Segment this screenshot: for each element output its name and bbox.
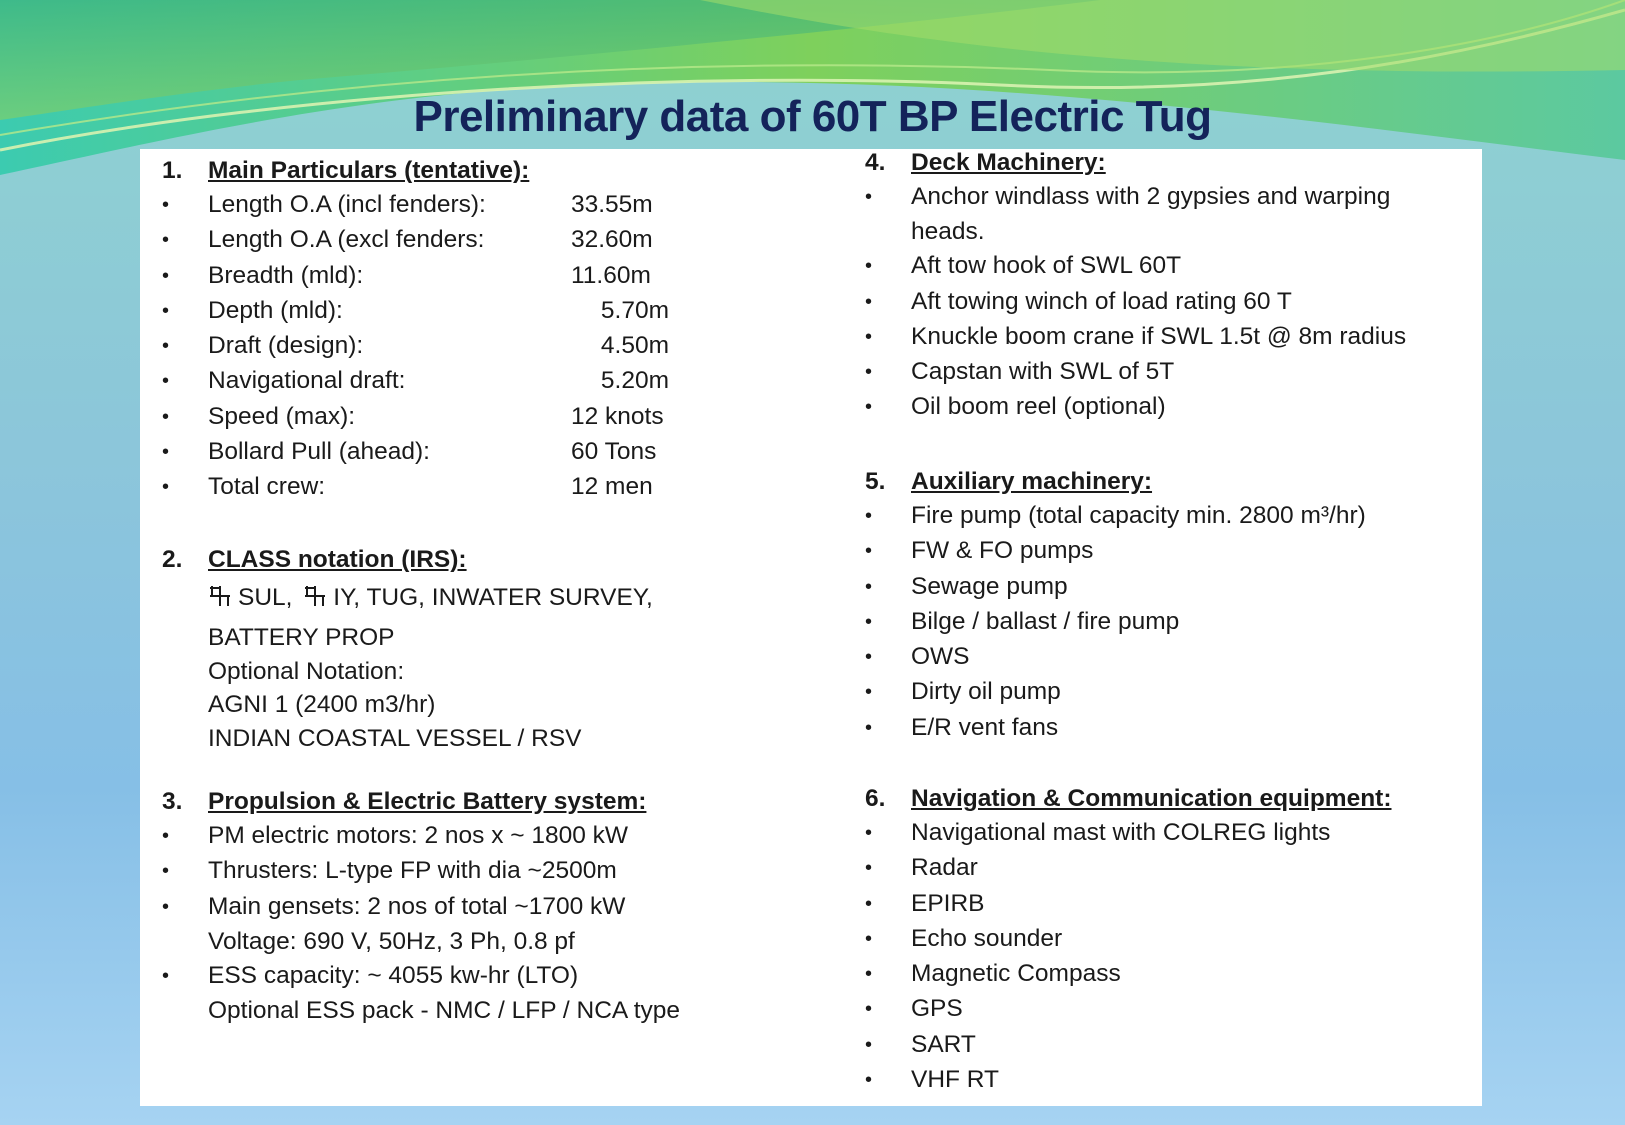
list-item [865, 252, 1465, 287]
list-item-text: Thrusters: L-type FP with dia ~2500m [208, 857, 617, 885]
bullet: • [162, 405, 170, 428]
particular-row [162, 438, 802, 473]
bullet: • [865, 892, 873, 915]
list-item [865, 960, 1465, 995]
list-item [865, 925, 1465, 960]
content-panel [140, 149, 1482, 1106]
list-item-text: Main gensets: 2 nos of total ~1700 kW [208, 892, 626, 920]
particular-label: Speed (max): [208, 402, 356, 430]
bullet: • [162, 229, 170, 252]
list-item-continuation: Voltage: 690 V, 50Hz, 3 Ph, 0.8 pf [208, 927, 575, 955]
class-notation-line: AGNI 1 (2400 m3/hr) [208, 691, 436, 718]
class-notation-line: BATTERY PROP [208, 624, 395, 651]
class-notation-text: IY, TUG, INWATER SURVEY, [333, 584, 653, 611]
list-item-text: SART [911, 1030, 976, 1058]
bullet: • [162, 860, 170, 883]
bullet: • [162, 476, 170, 499]
section-heading [162, 788, 802, 822]
list-item [865, 323, 1465, 358]
list-item-text: Radar [911, 854, 978, 882]
particular-value: 12 knots [571, 402, 664, 430]
section-number: 5. [865, 468, 886, 495]
list-item-text: OWS [911, 643, 970, 671]
list-item [865, 393, 1465, 428]
list-item-text: Bilge / ballast / fire pump [911, 607, 1180, 635]
particular-row [162, 191, 802, 226]
bullet: • [162, 264, 170, 287]
bullet: • [865, 1033, 873, 1056]
particular-label: Breadth (mld): [208, 261, 364, 289]
bullet: • [162, 964, 170, 987]
list-item-text: Anchor windlass with 2 gypsies and warping [911, 183, 1391, 210]
list-item-text: VHF RT [911, 1066, 1000, 1094]
list-item [162, 962, 802, 997]
particular-value: 11.60m [571, 261, 651, 289]
particular-value: 32.60m [571, 226, 653, 254]
list-item-text: GPS [911, 995, 963, 1023]
class-notation-line: INDIAN COASTAL VESSEL / RSV [208, 724, 582, 752]
particular-label: Navigational draft: [208, 367, 406, 395]
particular-label: Bollard Pull (ahead): [208, 438, 430, 466]
list-item-text: Sewage pump [911, 572, 1068, 600]
list-item-text: Knuckle boom crane if SWL 1.5t @ 8m radius [911, 322, 1407, 350]
list-item-continuation: Optional ESS pack - NMC / LFP / NCA type [208, 997, 681, 1025]
bullet: • [865, 716, 873, 739]
list-item-text: ESS capacity: ~ 4055 kw-hr (LTO) [208, 961, 579, 989]
section-auxiliary-machinery [865, 468, 1465, 749]
list-item [865, 573, 1465, 608]
bullet: • [162, 194, 170, 216]
particular-label: Length O.A (incl fenders): [208, 191, 486, 218]
section-title: Propulsion & Electric Battery system: [208, 788, 647, 815]
list-item [162, 893, 802, 928]
bullet: • [865, 255, 873, 278]
bullet: • [865, 540, 873, 563]
list-item [865, 288, 1465, 323]
list-item [865, 608, 1465, 643]
particular-row [162, 226, 802, 261]
section-title: Main Particulars (tentative): [208, 157, 530, 184]
bullet: • [865, 575, 873, 598]
bullet: • [865, 290, 873, 313]
class-notation-line [162, 580, 802, 624]
section-heading [865, 785, 1465, 819]
bullet: • [162, 441, 170, 464]
bullet: • [865, 186, 873, 208]
bullet: • [865, 963, 873, 986]
list-item-continuation: heads. [911, 218, 985, 246]
particular-value: 12 men [571, 473, 653, 501]
particular-value: 60 Tons [571, 438, 657, 466]
bullet: • [865, 325, 873, 348]
bullet: • [865, 646, 873, 669]
bullet: • [865, 681, 873, 704]
section-title: CLASS notation (IRS): [208, 546, 467, 573]
section-deck-machinery [865, 149, 1465, 429]
particular-row [162, 262, 802, 297]
bullet: • [865, 927, 873, 950]
class-notation-line: Optional Notation: [208, 657, 405, 685]
particular-row [162, 297, 802, 332]
section-number: 1. [162, 157, 183, 184]
list-item [865, 1031, 1465, 1066]
particular-value: 5.20m [600, 367, 669, 395]
list-item [865, 854, 1465, 889]
section-number: 2. [162, 546, 183, 573]
section-heading [162, 546, 802, 580]
irs-class-symbol-icon [303, 584, 327, 608]
particular-row [162, 332, 802, 367]
list-item-text: PM electric motors: 2 nos x ~ 1800 kW [208, 822, 629, 849]
particular-value: 4.50m [600, 332, 669, 360]
list-item [865, 183, 1465, 218]
particular-label: Length O.A (excl fenders: [208, 226, 485, 254]
bullet: • [865, 505, 873, 527]
list-item [865, 358, 1465, 393]
list-item [865, 678, 1465, 713]
section-heading [162, 157, 802, 191]
list-item-text: EPIRB [911, 889, 985, 917]
list-item [162, 857, 802, 892]
bullet: • [162, 895, 170, 918]
section-propulsion [162, 788, 802, 1031]
list-item-text: Magnetic Compass [911, 960, 1121, 988]
bullet: • [865, 396, 873, 419]
particular-label: Total crew: [208, 473, 326, 501]
particular-row [162, 473, 802, 508]
section-heading [865, 468, 1465, 502]
list-item-text: Echo sounder [911, 924, 1063, 952]
bullet: • [865, 857, 873, 880]
list-item-text: Fire pump (total capacity min. 2800 m³/hr) [911, 502, 1366, 529]
particular-value: 33.55m [571, 191, 653, 218]
list-item [865, 995, 1465, 1030]
list-item [865, 890, 1465, 925]
page-title: Preliminary data of 60T BP Electric Tug [413, 92, 1212, 141]
list-item-text: Capstan with SWL of 5T [911, 358, 1175, 386]
section-heading [865, 149, 1465, 183]
list-item-text: Aft towing winch of load rating 60 T [911, 287, 1292, 315]
list-item [865, 537, 1465, 572]
section-navigation-communication [865, 785, 1465, 1101]
list-item [865, 502, 1465, 537]
list-item-text: Navigational mast with COLREG lights [911, 819, 1331, 846]
bullet: • [162, 825, 170, 847]
bullet: • [162, 335, 170, 358]
particular-value: 5.70m [600, 296, 669, 324]
bullet: • [865, 998, 873, 1021]
bullet: • [865, 610, 873, 633]
section-title: Deck Machinery: [911, 149, 1106, 176]
list-item-text: Aft tow hook of SWL 60T [911, 252, 1182, 280]
particular-label: Depth (mld): [208, 296, 343, 324]
bullet: • [865, 361, 873, 384]
list-item [162, 822, 802, 857]
list-item-text: E/R vent fans [911, 713, 1059, 741]
particular-row [162, 403, 802, 438]
bullet: • [865, 822, 873, 844]
list-item-text: FW & FO pumps [911, 537, 1094, 565]
particular-row [162, 367, 802, 402]
section-number: 4. [865, 149, 886, 176]
section-number: 6. [865, 785, 886, 812]
section-class-notation [162, 546, 802, 758]
irs-class-symbol-icon [208, 584, 232, 608]
list-item-text: Dirty oil pump [911, 678, 1061, 706]
section-number: 3. [162, 788, 183, 815]
list-item [865, 1066, 1465, 1101]
particular-label: Draft (design): [208, 332, 364, 360]
section-title: Navigation & Communication equipment: [911, 785, 1392, 812]
list-item-text: Oil boom reel (optional) [911, 393, 1166, 421]
list-item [865, 643, 1465, 678]
list-item [865, 714, 1465, 749]
section-title: Auxiliary machinery: [911, 468, 1153, 495]
bullet: • [162, 370, 170, 393]
bullet: • [865, 1069, 873, 1092]
bullet: • [162, 299, 170, 322]
list-item [865, 819, 1465, 854]
class-notation-text: SUL, [238, 584, 293, 611]
section-main-particulars [162, 157, 802, 509]
